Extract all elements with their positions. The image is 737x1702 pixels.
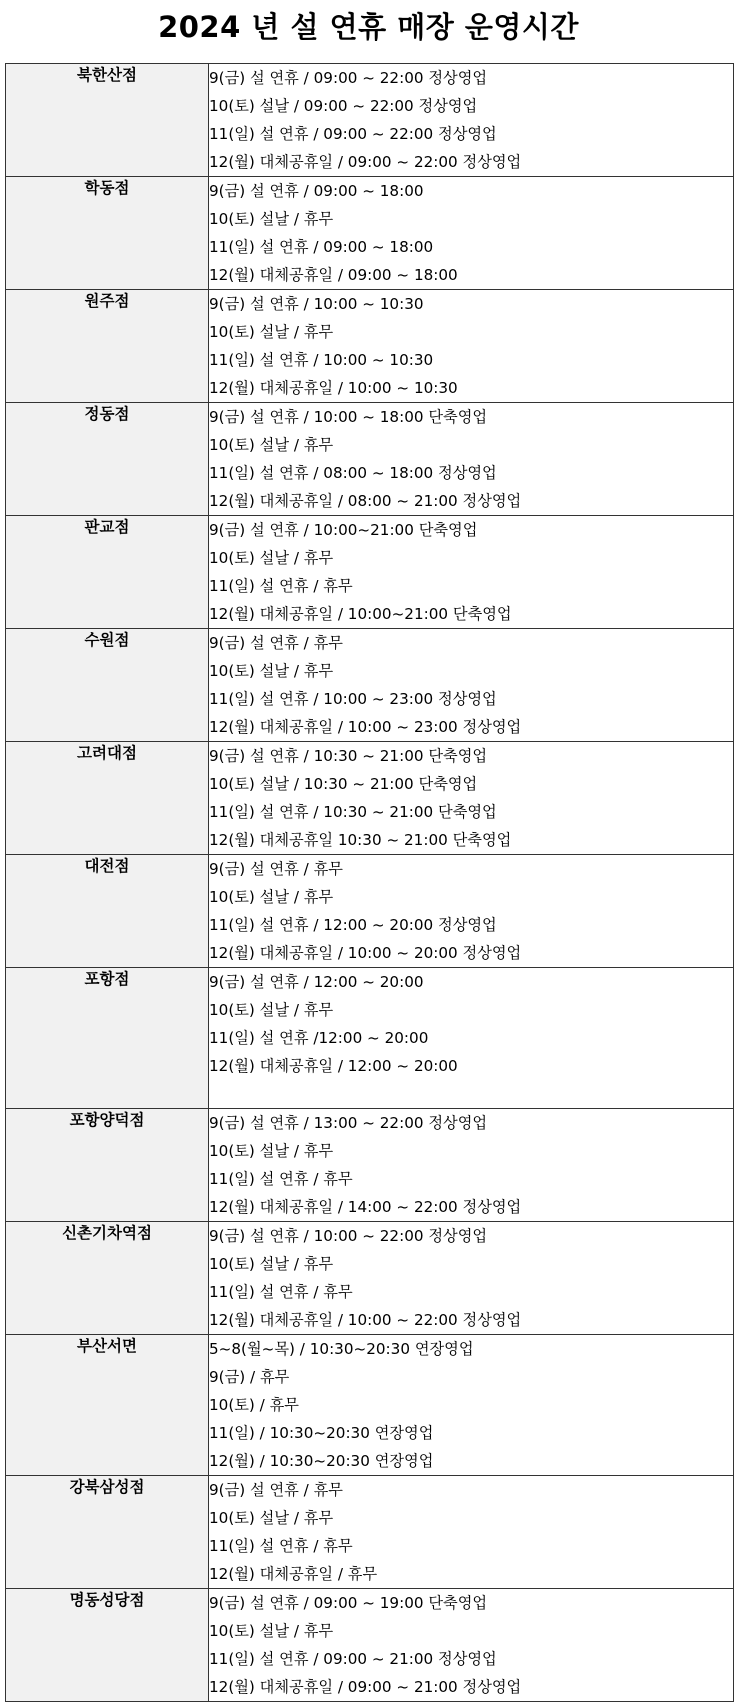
store-name: 북한산점 xyxy=(77,66,137,84)
table-row xyxy=(6,403,734,516)
schedule-line: 12(월) 대체공휴일 / 08:00 ~ 21:00 정상영업 xyxy=(209,492,522,510)
schedule-line: 12(월) 대체공휴일 / 09:00 ~ 18:00 xyxy=(209,266,458,284)
store-name-cell xyxy=(6,968,209,1109)
schedule-line: 12(월) 대체공휴일 10:30 ~ 21:00 단축영업 xyxy=(209,831,512,849)
page-title: 2024 년 설 연휴 매장 운영시간 xyxy=(158,10,579,44)
store-name-cell xyxy=(6,1109,209,1222)
store-name-cell xyxy=(6,629,209,742)
schedule-line: 10(토) 설날 / 휴무 xyxy=(209,323,334,341)
store-name-cell xyxy=(6,403,209,516)
schedule-line: 11(일) / 10:30~20:30 연장영업 xyxy=(209,1424,434,1442)
schedule-cell xyxy=(209,64,734,177)
schedule-line: 10(토) 설날 / 휴무 xyxy=(209,1255,334,1273)
table-row xyxy=(6,1222,734,1335)
store-hours-table xyxy=(5,63,734,1702)
schedule-line: 10(토) 설날 / 휴무 xyxy=(209,888,334,906)
table-row xyxy=(6,1109,734,1222)
schedule-cell xyxy=(209,629,734,742)
schedule-line: 10(토) 설날 / 휴무 xyxy=(209,1622,334,1640)
schedule-cell xyxy=(209,1335,734,1476)
store-name: 포항점 xyxy=(84,970,130,988)
schedule-line: 12(월) / 10:30~20:30 연장영업 xyxy=(209,1452,434,1470)
schedule-line: 9(금) 설 연휴 / 10:00 ~ 10:30 xyxy=(209,295,424,313)
table-row xyxy=(6,290,734,403)
schedule-line: 12(월) 대체공휴일 / 12:00 ~ 20:00 xyxy=(209,1057,458,1075)
store-name-cell xyxy=(6,1476,209,1589)
schedule-line: 12(월) 대체공휴일 / 휴무 xyxy=(209,1565,378,1583)
table-row xyxy=(6,177,734,290)
schedule-line: 9(금) 설 연휴 / 10:00 ~ 22:00 정상영업 xyxy=(209,1227,488,1245)
schedule-line: 9(금) 설 연휴 / 10:00~21:00 단축영업 xyxy=(209,521,478,539)
schedule-cell xyxy=(209,290,734,403)
schedule-line: 11(일) 설 연휴 / 휴무 xyxy=(209,577,353,595)
schedule-line: 9(금) 설 연휴 / 10:00 ~ 18:00 단축영업 xyxy=(209,408,488,426)
schedule-line: 11(일) 설 연휴 / 10:00 ~ 23:00 정상영업 xyxy=(209,690,497,708)
table-row xyxy=(6,742,734,855)
store-name-cell xyxy=(6,1335,209,1476)
table-row xyxy=(6,1335,734,1476)
schedule-line: 9(금) / 휴무 xyxy=(209,1368,290,1386)
schedule-line: 11(일) 설 연휴 / 10:30 ~ 21:00 단축영업 xyxy=(209,803,497,821)
store-name-cell xyxy=(6,64,209,177)
store-name: 고려대점 xyxy=(77,744,137,762)
store-name: 원주점 xyxy=(84,292,130,310)
store-name: 강북삼성점 xyxy=(69,1478,145,1496)
schedule-line: 11(일) 설 연휴 / 09:00 ~ 22:00 정상영업 xyxy=(209,125,497,143)
table-row xyxy=(6,968,734,1109)
table-row xyxy=(6,516,734,629)
schedule-line: 9(금) 설 연휴 / 13:00 ~ 22:00 정상영업 xyxy=(209,1114,488,1132)
schedule-line: 11(일) 설 연휴 / 휴무 xyxy=(209,1537,353,1555)
store-name: 대전점 xyxy=(84,857,130,875)
schedule-line: 10(토) 설날 / 10:30 ~ 21:00 단축영업 xyxy=(209,775,478,793)
schedule-line: 11(일) 설 연휴 / 12:00 ~ 20:00 정상영업 xyxy=(209,916,497,934)
store-name-cell xyxy=(6,290,209,403)
schedule-line: 12(월) 대체공휴일 / 10:00 ~ 22:00 정상영업 xyxy=(209,1311,522,1329)
schedule-line: 12(월) 대체공휴일 / 09:00 ~ 21:00 정상영업 xyxy=(209,1678,522,1696)
table-row xyxy=(6,855,734,968)
schedule-cell xyxy=(209,403,734,516)
store-name: 정동점 xyxy=(84,405,130,423)
schedule-line: 11(일) 설 연휴 /12:00 ~ 20:00 xyxy=(209,1029,429,1047)
schedule-cell xyxy=(209,1222,734,1335)
store-name-cell xyxy=(6,1589,209,1702)
store-name-cell xyxy=(6,1222,209,1335)
store-name: 수원점 xyxy=(84,631,130,649)
schedule-cell xyxy=(209,1589,734,1702)
schedule-line: 10(토) 설날 / 휴무 xyxy=(209,1142,334,1160)
schedule-line: 11(일) 설 연휴 / 09:00 ~ 21:00 정상영업 xyxy=(209,1650,497,1668)
store-name-cell xyxy=(6,516,209,629)
schedule-line: 10(토) 설날 / 휴무 xyxy=(209,1001,334,1019)
schedule-line: 9(금) 설 연휴 / 09:00 ~ 22:00 정상영업 xyxy=(209,69,488,87)
schedule-line: 12(월) 대체공휴일 / 10:00 ~ 20:00 정상영업 xyxy=(209,944,522,962)
schedule-line: 12(월) 대체공휴일 / 10:00~21:00 단축영업 xyxy=(209,605,512,623)
schedule-line: 10(토) 설날 / 휴무 xyxy=(209,549,334,567)
store-name-cell xyxy=(6,742,209,855)
schedule-line: 12(월) 대체공휴일 / 10:00 ~ 10:30 xyxy=(209,379,458,397)
schedule-line: 10(토) 설날 / 휴무 xyxy=(209,662,334,680)
schedule-line: 10(토) 설날 / 휴무 xyxy=(209,436,334,454)
schedule-line: 11(일) 설 연휴 / 09:00 ~ 18:00 xyxy=(209,238,434,256)
schedule-line: 5~8(월~목) / 10:30~20:30 연장영업 xyxy=(209,1340,474,1358)
schedule-cell xyxy=(209,968,734,1109)
store-name: 명동성당점 xyxy=(69,1591,145,1609)
schedule-line: 9(금) 설 연휴 / 09:00 ~ 19:00 단축영업 xyxy=(209,1594,488,1612)
schedule-cell xyxy=(209,516,734,629)
schedule-line: 12(월) 대체공휴일 / 10:00 ~ 23:00 정상영업 xyxy=(209,718,522,736)
schedule-line: 9(금) 설 연휴 / 휴무 xyxy=(209,860,343,878)
store-name: 부산서면 xyxy=(77,1337,137,1355)
schedule-cell xyxy=(209,855,734,968)
schedule-line: 10(토) 설날 / 휴무 xyxy=(209,1509,334,1527)
schedule-line: 11(일) 설 연휴 / 휴무 xyxy=(209,1170,353,1188)
schedule-line: 11(일) 설 연휴 / 휴무 xyxy=(209,1283,353,1301)
schedule-line: 11(일) 설 연휴 / 08:00 ~ 18:00 정상영업 xyxy=(209,464,497,482)
schedule-line: 9(금) 설 연휴 / 휴무 xyxy=(209,1481,343,1499)
store-name: 포항양덕점 xyxy=(69,1111,145,1129)
schedule-line: 11(일) 설 연휴 / 10:00 ~ 10:30 xyxy=(209,351,434,369)
store-name: 판교점 xyxy=(84,518,130,536)
store-name: 학동점 xyxy=(84,179,130,197)
table-row xyxy=(6,629,734,742)
schedule-line xyxy=(209,1080,733,1108)
schedule-line: 9(금) 설 연휴 / 휴무 xyxy=(209,634,343,652)
schedule-line: 10(토) / 휴무 xyxy=(209,1396,299,1414)
schedule-cell xyxy=(209,1109,734,1222)
store-name: 신촌기차역점 xyxy=(62,1224,152,1242)
store-name-cell xyxy=(6,177,209,290)
schedule-cell xyxy=(209,742,734,855)
table-row xyxy=(6,1476,734,1589)
schedule-line: 12(월) 대체공휴일 / 09:00 ~ 22:00 정상영업 xyxy=(209,153,522,171)
schedule-line: 9(금) 설 연휴 / 12:00 ~ 20:00 xyxy=(209,973,424,991)
schedule-line: 9(금) 설 연휴 / 09:00 ~ 18:00 xyxy=(209,182,424,200)
schedule-line: 12(월) 대체공휴일 / 14:00 ~ 22:00 정상영업 xyxy=(209,1198,522,1216)
store-name-cell xyxy=(6,855,209,968)
table-row xyxy=(6,1589,734,1702)
schedule-cell xyxy=(209,1476,734,1589)
schedule-cell xyxy=(209,177,734,290)
schedule-line: 10(토) 설날 / 휴무 xyxy=(209,210,334,228)
schedule-line: 10(토) 설날 / 09:00 ~ 22:00 정상영업 xyxy=(209,97,478,115)
table-row xyxy=(6,64,734,177)
schedule-line: 9(금) 설 연휴 / 10:30 ~ 21:00 단축영업 xyxy=(209,747,488,765)
